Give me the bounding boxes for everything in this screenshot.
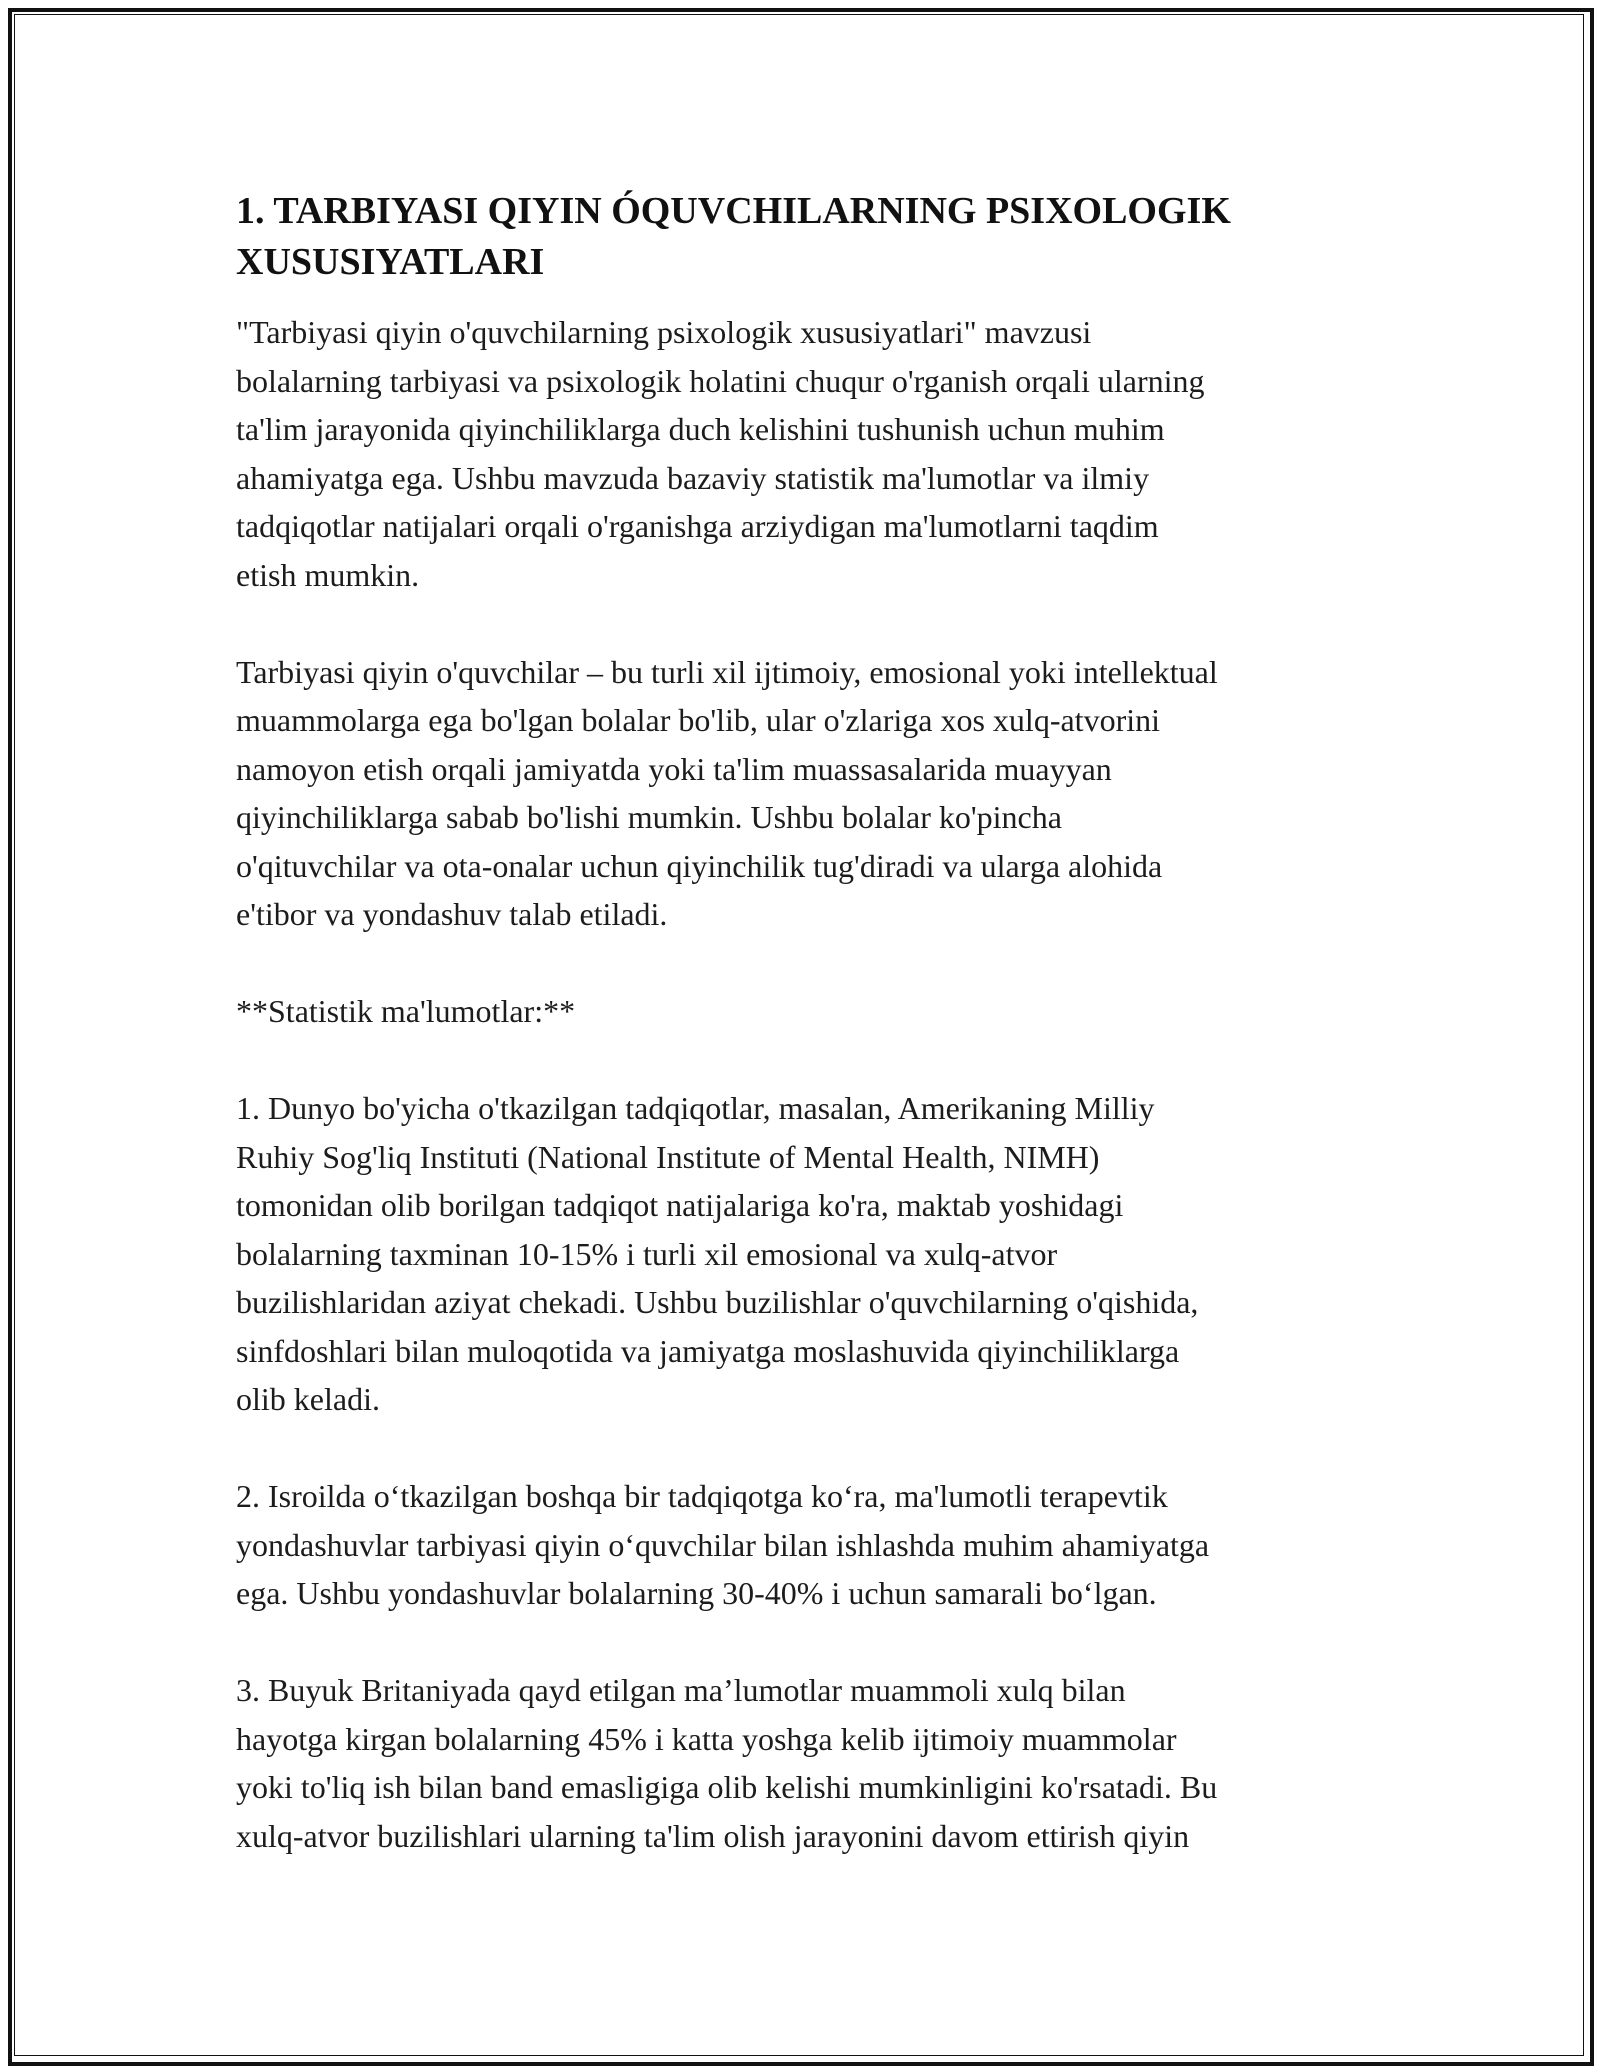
text-line: yoki to'liq ish bilan band emasligiga olib kelishi mumkinligini ko'rsatadi. Bu [236,1769,1218,1805]
heading-line: 1. TARBIYASI QIYIN ÓQUVCHILARNING PSIXOLOGIK [236,190,1231,232]
text-line: ega. Ushbu yondashuvlar bolalarning 30-40% i uchun samarali bo‘lgan. [236,1575,1157,1611]
text-line: etish mumkin. [236,556,420,593]
text-line: o'qituvchilar va ota-onalar uchun qiyinchilik tug'diradi va ularga alohida [236,847,1163,884]
text-line: muammolarga ega bo'lgan bolalar bo'lib, ular o'zlariga xos xulq-atvorini [236,702,1160,738]
text-line: 2. Isroilda o‘tkazilgan boshqa bir tadqiqotga ko‘ra, ma'lumotli terapevtik [236,1478,1168,1514]
text-line: hayotga kirgan bolalarning 45% i katta yoshga kelib ijtimoiy muammolar [236,1720,1177,1757]
document-heading [236,186,1376,288]
statistics-subheading [236,987,1376,1036]
text-line: Tarbiyasi qiyin o'quvchilar – bu turli xil ijtimoiy, emosional yoki intellektual [236,653,1218,690]
document-body [236,186,1376,1860]
text-line: namoyon etish orqali jamiyatda yoki ta'lim muassasalarida muayyan [236,750,1112,787]
text-line: 3. Buyuk Britaniyada qayd etilgan ma’lumotlar muammoli xulq bilan [236,1672,1126,1708]
definition-paragraph [236,648,1376,939]
text-line: tadqiqotlar natijalari orqali o'rganishga arziydigan ma'lumotlarni taqdim [236,508,1159,544]
text-line: ahamiyatga ega. Ushbu mavzuda bazaviy statistik ma'lumotlar va ilmiy [236,459,1150,496]
statistics-item-3 [236,1666,1376,1860]
text-line: 1. Dunyo bo'yicha o'tkazilgan tadqiqotlar, masalan, Amerikaning Milliy [236,1090,1155,1126]
text-line: qiyinchiliklarga sabab bo'lishi mumkin. Ushbu bolalar ko'pincha [236,799,1062,835]
text-line: ta'lim jarayonida qiyinchiliklarga duch kelishini tushunish uchun muhim [236,411,1165,447]
text-line: olib keladi. [236,1381,380,1417]
text-line: bolalarning taxminan 10-15% i turli xil emosional va xulq-atvor [236,1235,1058,1272]
text-line: "Tarbiyasi qiyin o'quvchilarning psixologik xususiyatlari" mavzusi [236,314,1092,350]
statistics-item-2 [236,1472,1376,1618]
intro-paragraph [236,308,1376,599]
text-line: Ruhiy Sog'liq Instituti (National Institute of Mental Health, NIMH) [236,1138,1100,1175]
text-line: bolalarning tarbiyasi va psixologik holatini chuqur o'rganish orqali ularning [236,362,1205,399]
heading-line: XUSUSIYATLARI [236,241,545,283]
text-line: e'tibor va yondashuv talab etiladi. [236,896,668,932]
text-line: buzilishlaridan aziyat chekadi. Ushbu buzilishlar o'quvchilarning o'qishida, [236,1284,1199,1320]
text-line: yondashuvlar tarbiyasi qiyin o‘quvchilar bilan ishlashda muhim ahamiyatga [236,1526,1210,1563]
text-line: tomonidan olib borilgan tadqiqot natijalariga ko'ra, maktab yoshidagi [236,1187,1124,1223]
text-line: **Statistik ma'lumotlar:** [236,993,576,1029]
statistics-item-1 [236,1084,1376,1424]
text-line: sinfdoshlari bilan muloqotida va jamiyatga moslashuvida qiyinchiliklarga [236,1332,1180,1369]
text-line: xulq-atvor buzilishlari ularning ta'lim olish jarayonini davom ettirish qiyin [236,1817,1190,1854]
